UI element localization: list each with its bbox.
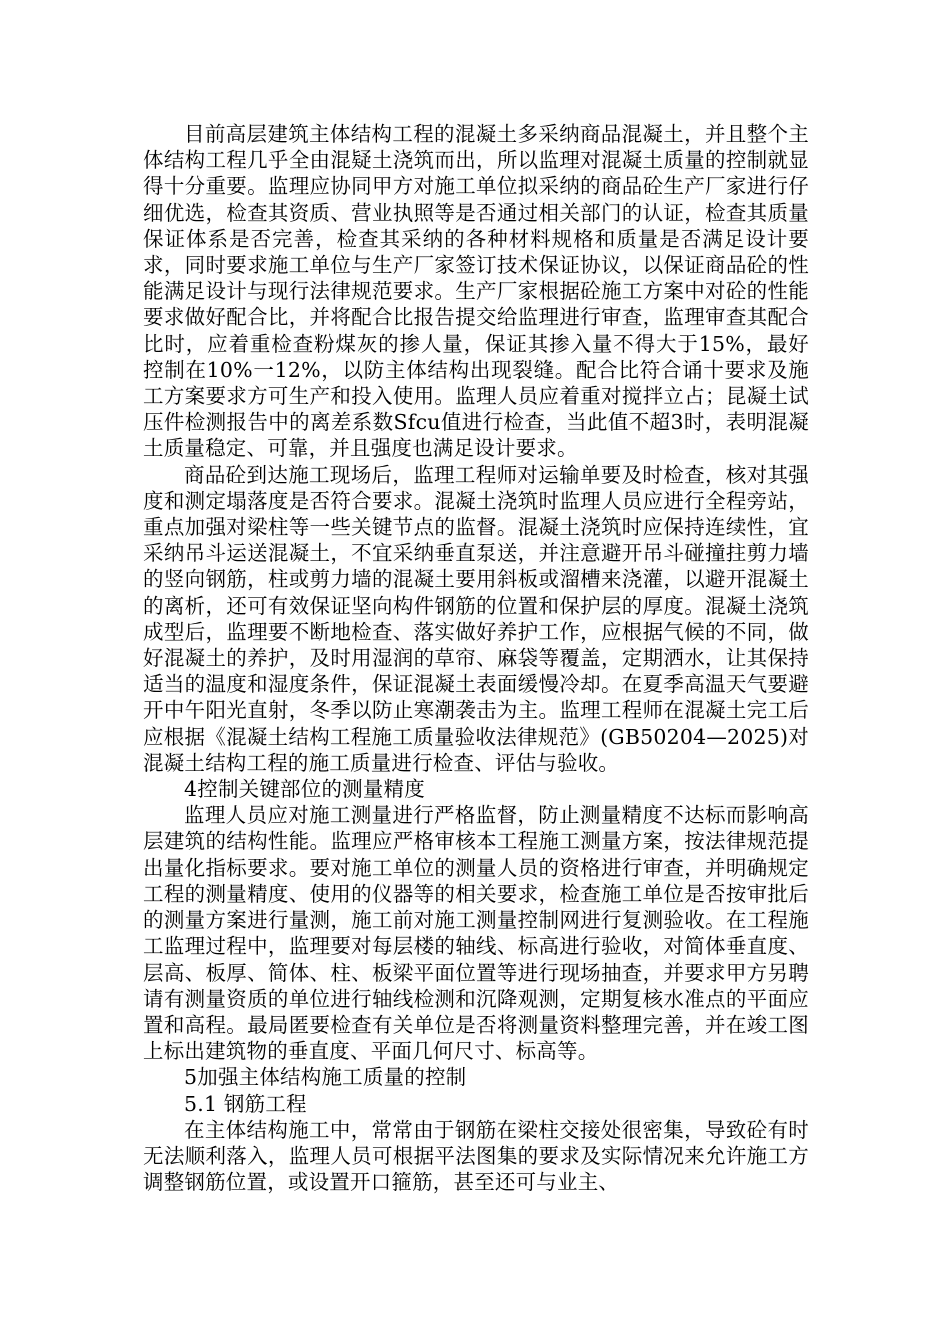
document-body — [143, 121, 809, 1195]
paragraph-rebar: 在主体结构施工中，常常由于钢筋在梁柱交接处很密集，导致砼有时无法顺利落入，监理人员可根据平法图集的要求及实际情况来允许施工方调整钢筋位置，或设置开口箍筋，甚至还可与业主、 — [143, 1117, 809, 1195]
paragraph-concrete-quality: 目前高层建筑主体结构工程的混凝土多采纳商品混凝土，并且整个主体结构工程几乎全由混疑土浇筑而出，所以监理对混凝土质量的控制就显得十分重要。监理应协同甲方对施工单位拟采纳的商品砼生产厂家进行仔细优选，检查其资质、营业执照等是否通过相关部门的认证，检查其质量保证体系是否完善，检查其采纳的各种材料规格和质量是否满足设计要求，同时要求施工单位与生产厂家签订技术保证协议，以保证商品砼的性能满足设计与现行法律规范要求。生产厂家根据砼施工方案中对砼的性能要求做好配合比，并将配合比报告提交给监理进行审查，监理审查其配合比时，应着重检查粉煤灰的掺人量，保证其掺入量不得大于15%，最好控制在10%一12%，以防主体结构出现裂缝。配合比符合诵十要求及施工方案要求方可生产和投入使用。监理人员应着重对搅拌立占；昆凝土试压件检测报告中的离差系数Sfcu值进行检查，当此值不超3时，表明混凝土质量稳定、可靠，并且强度也满足设计要求。 — [143, 122, 809, 461]
subsection-heading-rebar: 5.1 钢筋工程 — [184, 1091, 307, 1116]
paragraph-measurement: 监理人员应对施工测量进行严格监督，防止测量精度不达标而影响高层建筑的结构性能。监理应严格审核本工程施工测量方案，按法律规范提出量化指标要求。要对施工单位的测量人员的资格进行审查，并明确规定工程的测量精度、使用的仪器等的相关要求，检查施工单位是否按审批后的测量方案进行量测，施工前对施工测量控制网进行复测验收。在工程施工监理过程中，监理要对每层楼的轴线、标高进行验收，对简体垂直度、层高、板厚、简体、柱、板梁平面位置等进行现场抽查，并要求甲方另聘请有测量资质的单位进行轴线检测和沉降观测，定期复核水准点的平面应置和高程。最局匿要检查有关单位是否将测量资料整理完善，并在竣工图上标出建筑物的垂直度、平面几何尺寸、标高等。 — [143, 803, 809, 1064]
paragraph-concrete-site: 商品砼到达施工现场后，监理工程师对运输单要及时检查，核对其强度和测定塌落度是否符合要求。混凝土浇筑时监理人员应进行全程旁站，重点加强对梁柱等一些关键节点的监督。混凝土浇筑时应保持连续性，宜采纳吊斗运送混凝土，不宜采纳垂直泵送，并注意避开吊斗碰撞拄剪力墙的竖向钢筋，柱或剪力墙的混凝土要用斜板或溜槽来浇灌，以避开混凝土的离析，还可有效保证坚向构件钢筋的位置和保护层的厚度。混凝土浇筑成型后，监理要不断地检查、落实做好养护工作，应根据气候的不同，做好混凝土的养护，及时用湿润的草帘、麻袋等覆盖，定期洒水，让其保持适当的温度和湿度条件，保证混凝土表面缓慢冷却。在夏季高温天气要避开中午阳光直射，冬季以防止寒潮袭击为主。监理工程师在混凝土完工后应根据《混凝土结构工程施工质量验收法律规范》(GB50204—2025)对混凝土结构工程的施工质量进行检查、评估与验收。 — [143, 462, 809, 775]
section-heading-structure-quality: 5加强主体结构施工质量的控制 — [184, 1065, 467, 1090]
section-heading-measurement: 4控制关键部位的测量精度 — [184, 777, 425, 802]
